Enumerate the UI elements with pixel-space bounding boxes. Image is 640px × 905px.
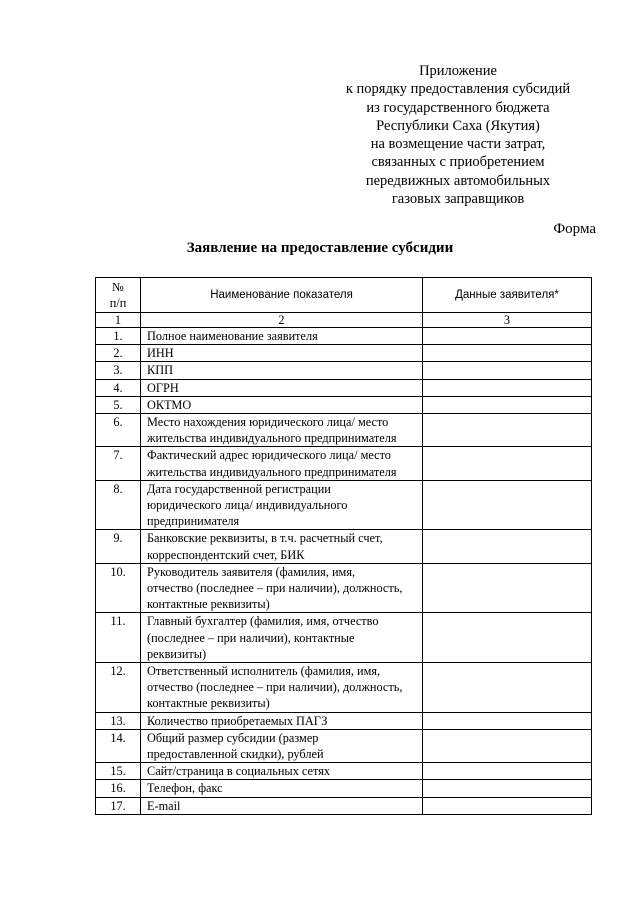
indicator-name [141, 328, 423, 345]
form-label: Форма [553, 221, 596, 237]
header-number-abbr: п/п [109, 296, 127, 310]
table-row [96, 763, 592, 780]
indicator-name-line: Телефон, факс [147, 781, 223, 796]
indicator-name [141, 780, 423, 797]
header-number [96, 278, 141, 313]
applicant-data-cell[interactable] [423, 780, 592, 797]
document-title: Заявление на предоставление субсидии [186, 240, 454, 256]
applicant-data-cell[interactable] [423, 362, 592, 379]
indicator-name [141, 797, 423, 814]
indicator-name [141, 663, 423, 713]
indicator-name-line: Количество приобретаемых ПАГЗ [147, 713, 328, 728]
row-number: 4. [96, 379, 141, 396]
indicator-name-line: отчество (последнее – при наличии), должность, [147, 680, 403, 695]
row-number: 6. [96, 414, 141, 447]
indicator-name-line: Руководитель заявителя (фамилия, имя, [147, 564, 356, 579]
column-number: 3 [423, 313, 592, 328]
indicator-name-line: Полное наименование заявителя [147, 329, 318, 343]
row-number: 11. [96, 613, 141, 663]
row-number: 13. [96, 712, 141, 729]
applicant-data-cell[interactable] [423, 396, 592, 413]
table-row [96, 447, 592, 480]
applicant-data-cell[interactable] [423, 379, 592, 396]
table-row [96, 362, 592, 379]
indicator-name [141, 362, 423, 379]
row-number: 12. [96, 663, 141, 713]
column-number-row [96, 313, 592, 328]
table-row [96, 396, 592, 413]
row-number: 3. [96, 362, 141, 379]
row-number: 16. [96, 780, 141, 797]
column-number: 1 [96, 313, 141, 328]
indicator-name-line: Ответственный исполнитель (фамилия, имя, [147, 664, 381, 679]
indicator-name [141, 729, 423, 762]
applicant-data-cell[interactable] [423, 447, 592, 480]
indicator-name-line: жительства индивидуального предпринимателя [147, 464, 397, 479]
table-header-row [96, 278, 592, 313]
indicator-name [141, 763, 423, 780]
indicator-name-line: Общий размер субсидии (размер [147, 730, 319, 745]
indicator-name-line: юридического лица/ индивидуального [147, 498, 348, 513]
appendix-line: связанных с приобретением [371, 154, 545, 171]
indicator-name [141, 379, 423, 396]
indicator-name-line: контактные реквизиты) [147, 696, 270, 711]
column-number: 2 [141, 313, 423, 328]
table-row [96, 328, 592, 345]
applicant-data-cell[interactable] [423, 345, 592, 362]
indicator-name [141, 345, 423, 362]
indicator-name-line: Дата государственной регистрации [147, 481, 331, 496]
indicator-name-line: КПП [147, 363, 173, 378]
indicator-name-line: Место нахождения юридического лица/ место [147, 415, 389, 430]
indicator-name-line: предоставленной скидки), рублей [147, 747, 324, 762]
indicator-name-line: контактные реквизиты) [147, 597, 270, 612]
applicant-data-cell[interactable] [423, 480, 592, 530]
indicator-name [141, 712, 423, 729]
indicator-name-line: E-mail [147, 798, 181, 813]
indicator-name-line: Фактический адрес юридического лица/ место [147, 448, 391, 463]
table-row [96, 712, 592, 729]
appendix-line: к порядку предоставления субсидий [345, 81, 571, 98]
table-row [96, 563, 592, 613]
indicator-name [141, 613, 423, 663]
row-number: 9. [96, 530, 141, 563]
appendix-header [330, 62, 586, 208]
indicator-name [141, 530, 423, 563]
table-row [96, 530, 592, 563]
form-rows [96, 328, 592, 815]
table-row [96, 729, 592, 762]
indicator-name-line: корреспондентский счет, БИК [147, 547, 305, 562]
applicant-data-cell[interactable] [423, 763, 592, 780]
row-number: 17. [96, 797, 141, 814]
indicator-name-line: ОГРН [147, 380, 179, 395]
indicator-name-line: Главный бухгалтер (фамилия, имя, отчество [147, 614, 379, 629]
indicator-name [141, 447, 423, 480]
appendix-line: передвижных автомобильных [365, 172, 551, 189]
appendix-line: Приложение [419, 63, 497, 79]
indicator-name-line: предпринимателя [147, 514, 240, 529]
applicant-data-cell[interactable] [423, 729, 592, 762]
table-row [96, 345, 592, 362]
table-row [96, 663, 592, 713]
appendix-line: Республики Саха (Якутия) [376, 117, 540, 134]
indicator-name-line: отчество (последнее – при наличии), должность, [147, 581, 403, 596]
indicator-name [141, 480, 423, 530]
row-number: 5. [96, 396, 141, 413]
application-form-table [95, 277, 592, 815]
row-number: 1. [96, 328, 141, 345]
header-indicator-name: Наименование показателя [141, 278, 423, 313]
row-number: 8. [96, 480, 141, 530]
indicator-name [141, 563, 423, 613]
appendix-line: из государственного бюджета [366, 99, 550, 116]
table-row [96, 480, 592, 530]
applicant-data-cell[interactable] [423, 414, 592, 447]
table-row [96, 797, 592, 814]
indicator-name [141, 396, 423, 413]
row-number: 15. [96, 763, 141, 780]
table-row [96, 613, 592, 663]
row-number: 10. [96, 563, 141, 613]
applicant-data-cell[interactable] [423, 712, 592, 729]
indicator-name [141, 414, 423, 447]
row-number: 2. [96, 345, 141, 362]
applicant-data-cell[interactable] [423, 530, 592, 563]
indicator-name-line: Сайт/страница в социальных сетях [147, 764, 331, 779]
indicator-name-line: ИНН [147, 346, 174, 361]
applicant-data-cell[interactable] [423, 563, 592, 613]
applicant-data-cell[interactable] [423, 613, 592, 663]
indicator-name-line: жительства индивидуального предпринимателя [147, 431, 397, 446]
indicator-name-line: ОКТМО [147, 397, 192, 412]
table-row [96, 379, 592, 396]
indicator-name-line: Банковские реквизиты, в т.ч. расчетный счет, [147, 531, 383, 546]
indicator-name-line: (последнее – при наличии), контактные [147, 630, 355, 645]
applicant-data-cell[interactable] [423, 328, 592, 345]
indicator-name-line: реквизиты) [147, 646, 207, 661]
table-row [96, 414, 592, 447]
header-number-symbol: № [112, 280, 124, 294]
row-number: 7. [96, 447, 141, 480]
appendix-line: на возмещение части затрат, [370, 136, 546, 153]
appendix-line: газовых заправщиков [391, 191, 525, 208]
table-row [96, 780, 592, 797]
applicant-data-cell[interactable] [423, 663, 592, 713]
applicant-data-cell[interactable] [423, 797, 592, 814]
row-number: 14. [96, 729, 141, 762]
header-applicant-data: Данные заявителя* [423, 278, 592, 313]
